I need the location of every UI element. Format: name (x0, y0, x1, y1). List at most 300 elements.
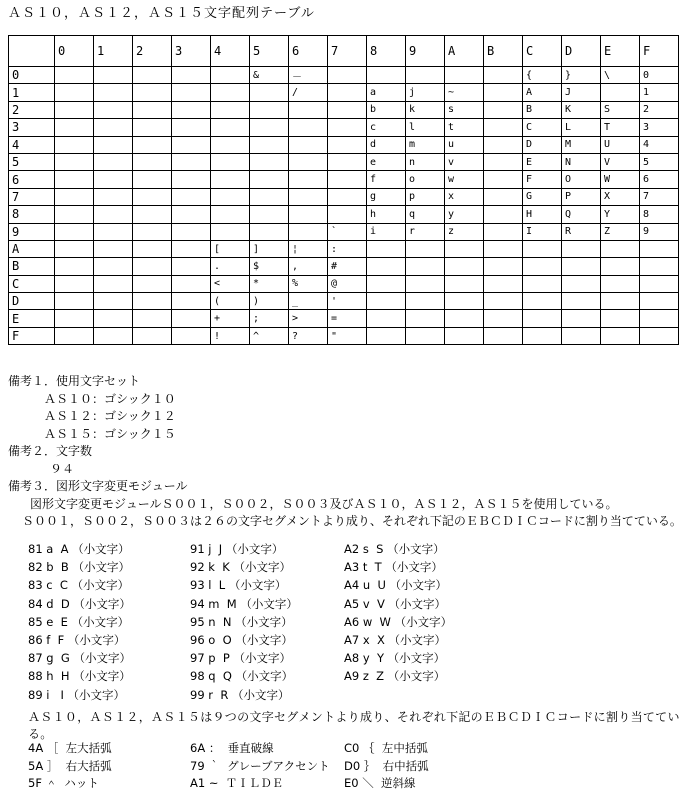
table-cell (523, 327, 562, 344)
table-cell (250, 136, 289, 153)
table-cell (133, 310, 172, 327)
table-cell (601, 327, 640, 344)
table-cell: s (445, 101, 484, 118)
table-cell: c (367, 119, 406, 136)
code-entry: 6A ： 垂直破線 (190, 741, 274, 755)
table-cell: U (601, 136, 640, 153)
table-cell: % (289, 275, 328, 292)
code-entry: 79 ｀ グレーブアクセント (190, 758, 330, 773)
table-row (9, 153, 679, 170)
table-cell (640, 327, 679, 344)
table-cell (94, 101, 133, 118)
table-cell (289, 136, 328, 153)
table-cell (55, 293, 94, 310)
row-header: 8 (9, 206, 55, 223)
table-cell: # (328, 258, 367, 275)
table-cell: m (406, 136, 445, 153)
column-header: C (523, 36, 562, 67)
notes (8, 373, 682, 531)
table-cell: ~ (445, 84, 484, 101)
table-cell (172, 258, 211, 275)
table-cell (289, 206, 328, 223)
code-entry: 5A ］ 右大括弧 (28, 758, 112, 773)
table-cell (133, 275, 172, 292)
table-cell (484, 171, 523, 188)
row-header: E (9, 310, 55, 327)
code-entry: 99 r R （小文字） (190, 687, 290, 702)
table-cell (601, 275, 640, 292)
table-cell (640, 293, 679, 310)
table-cell (211, 206, 250, 223)
table-cell (640, 310, 679, 327)
table-cell: X (601, 188, 640, 205)
table-cell (367, 67, 406, 84)
table-cell (55, 171, 94, 188)
table-cell: ) (250, 293, 289, 310)
table-cell: － (289, 67, 328, 84)
table-cell (289, 188, 328, 205)
table-cell (133, 327, 172, 344)
table-cell (640, 275, 679, 292)
table-cell (484, 101, 523, 118)
table-cell: q (406, 206, 445, 223)
table-cell: x (445, 188, 484, 205)
table-row (9, 188, 679, 205)
code-column (190, 740, 344, 793)
segment-code-list-1 (28, 540, 452, 704)
table-cell (172, 327, 211, 344)
table-cell (55, 67, 94, 84)
table-cell (523, 275, 562, 292)
table-cell: v (445, 153, 484, 170)
table-cell: \ (601, 67, 640, 84)
row-header: B (9, 258, 55, 275)
note-3: 備考３．図形文字変更モジュール (8, 479, 188, 493)
code-entry: C0 ｛ 左中括弧 (344, 741, 428, 755)
table-cell (250, 206, 289, 223)
table-cell: F (523, 171, 562, 188)
table-cell: 8 (640, 206, 679, 223)
code-entry: 82 b B （小文字） (28, 560, 130, 575)
table-cell (94, 310, 133, 327)
code-entry: 87 g G （小文字） (28, 651, 131, 666)
table-cell (133, 188, 172, 205)
table-cell: r (406, 223, 445, 240)
table-cell: B (523, 101, 562, 118)
row-header: 3 (9, 119, 55, 136)
table-cell: $ (250, 258, 289, 275)
table-cell: f (367, 171, 406, 188)
code-column (28, 540, 190, 704)
table-row (9, 275, 679, 292)
table-cell (94, 223, 133, 240)
table-cell (211, 188, 250, 205)
row-header: 5 (9, 153, 55, 170)
note-1: 備考１．使用文字セット (8, 374, 141, 388)
table-cell (94, 171, 133, 188)
table-cell (133, 101, 172, 118)
table-cell: 7 (640, 188, 679, 205)
table-cell (94, 293, 133, 310)
table-cell (484, 310, 523, 327)
table-cell: h (367, 206, 406, 223)
table-cell: ; (250, 310, 289, 327)
table-cell (133, 240, 172, 257)
table-cell: b (367, 101, 406, 118)
table-cell (601, 293, 640, 310)
column-header: 3 (172, 36, 211, 67)
table-cell (523, 240, 562, 257)
table-row (9, 119, 679, 136)
table-cell (211, 171, 250, 188)
character-table (8, 35, 679, 345)
table-cell (55, 153, 94, 170)
row-header: 2 (9, 101, 55, 118)
code-entry: A6 w W （小文字） (344, 614, 453, 629)
code-entry: 89 i I （小文字） (28, 687, 125, 702)
table-cell (172, 310, 211, 327)
table-cell: > (289, 310, 328, 327)
table-cell (211, 84, 250, 101)
column-header: A (445, 36, 484, 67)
code-entry: 83 c C （小文字） (28, 578, 130, 593)
row-header: 7 (9, 188, 55, 205)
paragraph-as-segments: ＡＳ１０，ＡＳ１２，ＡＳ１５は９つの文字セグメントより成り、それぞれ下記のＥＢＣＤＩＣコードに割り当てている。 (28, 710, 680, 741)
table-cell: Q (562, 206, 601, 223)
table-cell: w (445, 171, 484, 188)
table-cell (55, 119, 94, 136)
row-header: 9 (9, 223, 55, 240)
table-cell: ] (250, 240, 289, 257)
code-entry: 84 d D （小文字） (28, 596, 131, 611)
table-cell (367, 310, 406, 327)
column-header: 1 (94, 36, 133, 67)
table-cell (94, 240, 133, 257)
table-cell (367, 293, 406, 310)
table-cell (562, 327, 601, 344)
table-cell: n (406, 153, 445, 170)
table-cell (406, 327, 445, 344)
table-cell (484, 223, 523, 240)
table-cell: z (445, 223, 484, 240)
table-cell (172, 153, 211, 170)
table-cell (94, 188, 133, 205)
table-cell: / (289, 84, 328, 101)
table-cell: , (289, 258, 328, 275)
table-cell (55, 84, 94, 101)
table-cell (328, 171, 367, 188)
table-cell: y (445, 206, 484, 223)
table-cell: M (562, 136, 601, 153)
table-cell (406, 240, 445, 257)
table-cell: K (562, 101, 601, 118)
table-row (9, 310, 679, 327)
table-cell (289, 153, 328, 170)
table-cell: 0 (640, 67, 679, 84)
table-cell: [ (211, 240, 250, 257)
table-cell (601, 84, 640, 101)
table-cell: 5 (640, 153, 679, 170)
note-1-as10: ＡＳ１０：ゴシック１０ (44, 391, 176, 406)
table-cell (601, 240, 640, 257)
column-header: F (640, 36, 679, 67)
table-cell (133, 153, 172, 170)
table-cell (523, 293, 562, 310)
table-cell: ^ (250, 327, 289, 344)
table-cell (55, 206, 94, 223)
row-header: A (9, 240, 55, 257)
code-entry: 95 n N （小文字） (190, 614, 293, 629)
row-header: 6 (9, 171, 55, 188)
table-cell (484, 275, 523, 292)
code-entry: A2 s S （小文字） (344, 542, 445, 556)
segment-code-list-2 (28, 740, 429, 793)
table-cell (484, 119, 523, 136)
table-cell (133, 84, 172, 101)
table-cell (562, 240, 601, 257)
note-1-as15: ＡＳ１５：ゴシック１５ (44, 426, 176, 441)
column-header: 8 (367, 36, 406, 67)
table-cell (406, 310, 445, 327)
table-cell: } (562, 67, 601, 84)
table-cell (289, 223, 328, 240)
table-cell: E (523, 153, 562, 170)
table-cell: < (211, 275, 250, 292)
table-cell (55, 275, 94, 292)
table-cell (640, 258, 679, 275)
column-header: 5 (250, 36, 289, 67)
code-column (190, 540, 344, 704)
code-entry: A5 v V （小文字） (344, 596, 446, 611)
table-cell (289, 171, 328, 188)
table-cell (94, 84, 133, 101)
column-header: 0 (55, 36, 94, 67)
table-cell (328, 136, 367, 153)
table-cell (94, 206, 133, 223)
table-cell (250, 84, 289, 101)
table-cell: 9 (640, 223, 679, 240)
table-cell (250, 223, 289, 240)
table-cell (484, 293, 523, 310)
column-header: 4 (211, 36, 250, 67)
table-cell (406, 67, 445, 84)
code-entry: A7 x X （小文字） (344, 633, 446, 648)
code-entry: 81 a A （小文字） (28, 542, 130, 556)
table-cell: I (523, 223, 562, 240)
note-2: 備考２．文字数 (8, 444, 93, 458)
table-cell (445, 67, 484, 84)
table-cell: Z (601, 223, 640, 240)
table-row (9, 240, 679, 257)
row-header: 0 (9, 67, 55, 84)
table-cell (172, 206, 211, 223)
table-cell (94, 275, 133, 292)
table-cell (601, 310, 640, 327)
column-header: 2 (133, 36, 172, 67)
table-cell (55, 223, 94, 240)
table-cell (367, 275, 406, 292)
table-cell: e (367, 153, 406, 170)
table-cell: A (523, 84, 562, 101)
table-cell: D (523, 136, 562, 153)
table-cell: 2 (640, 101, 679, 118)
table-cell: ? (289, 327, 328, 344)
table-cell (133, 223, 172, 240)
row-header: C (9, 275, 55, 292)
row-header: F (9, 327, 55, 344)
code-entry: 98 q Q （小文字） (190, 669, 294, 684)
table-cell (289, 119, 328, 136)
code-entry: E0 ＼ 逆斜線 (344, 776, 416, 790)
table-cell: 3 (640, 119, 679, 136)
table-cell (55, 258, 94, 275)
note-3-line-2: Ｓ００１，Ｓ００２，Ｓ００３は２６の文字セグメントより成り、それぞれ下記のＥＢＣＤＩＣコードに割り当てている。 (22, 514, 682, 528)
table-cell (172, 101, 211, 118)
code-entry: 96 o O （小文字） (190, 633, 293, 648)
table-cell (367, 327, 406, 344)
table-cell (640, 240, 679, 257)
table-cell: ! (211, 327, 250, 344)
table-cell (94, 153, 133, 170)
table-cell (445, 258, 484, 275)
code-column (344, 540, 452, 704)
table-cell (406, 258, 445, 275)
table-cell (172, 171, 211, 188)
table-cell (211, 101, 250, 118)
table-cell: " (328, 327, 367, 344)
table-cell (172, 275, 211, 292)
table-cell (55, 327, 94, 344)
table-cell: J (562, 84, 601, 101)
table-cell (445, 310, 484, 327)
table-cell (328, 67, 367, 84)
table-cell (484, 240, 523, 257)
table-cell: = (328, 310, 367, 327)
table-cell: j (406, 84, 445, 101)
table-cell: l (406, 119, 445, 136)
table-cell (484, 153, 523, 170)
corner-cell (9, 36, 55, 67)
table-cell (562, 310, 601, 327)
note-2-count: ９４ (50, 461, 75, 476)
table-cell: 4 (640, 136, 679, 153)
table-cell (172, 223, 211, 240)
table-cell (328, 188, 367, 205)
table-cell (172, 84, 211, 101)
table-cell (328, 84, 367, 101)
table-cell: R (562, 223, 601, 240)
column-header: B (484, 36, 523, 67)
table-cell (523, 258, 562, 275)
table-cell (601, 258, 640, 275)
table-cell (172, 67, 211, 84)
table-cell: u (445, 136, 484, 153)
column-header: 9 (406, 36, 445, 67)
code-entry: A4 u U （小文字） (344, 578, 448, 593)
table-cell (445, 275, 484, 292)
table-cell (211, 136, 250, 153)
table-cell (94, 327, 133, 344)
table-cell (94, 258, 133, 275)
table-cell (406, 293, 445, 310)
table-cell (484, 67, 523, 84)
table-cell: 6 (640, 171, 679, 188)
table-row (9, 136, 679, 153)
table-cell: t (445, 119, 484, 136)
page-title: ＡＳ１０，ＡＳ１２，ＡＳ１５文字配列テーブル (8, 6, 315, 21)
table-cell (484, 188, 523, 205)
row-header: 1 (9, 84, 55, 101)
table-cell (250, 171, 289, 188)
table-row (9, 223, 679, 240)
table-cell: V (601, 153, 640, 170)
table-cell (133, 136, 172, 153)
table-cell (328, 153, 367, 170)
table-cell: g (367, 188, 406, 205)
table-cell (55, 310, 94, 327)
table-cell: C (523, 119, 562, 136)
row-header: D (9, 293, 55, 310)
code-entry: 85 e E （小文字） (28, 614, 130, 629)
table-cell (211, 119, 250, 136)
table-cell (133, 119, 172, 136)
column-header: 6 (289, 36, 328, 67)
table-cell: a (367, 84, 406, 101)
table-cell (250, 188, 289, 205)
table-cell (172, 188, 211, 205)
table-cell: ¦ (289, 240, 328, 257)
code-entry: 93 l L （小文字） (190, 578, 287, 593)
table-cell: L (562, 119, 601, 136)
table-row (9, 206, 679, 223)
table-cell (250, 101, 289, 118)
table-cell (523, 310, 562, 327)
table-cell (445, 293, 484, 310)
code-entry: 94 m M （小文字） (190, 596, 298, 611)
table-cell: i (367, 223, 406, 240)
code-column (344, 740, 429, 793)
code-entry: 5F ＾ ハット (28, 776, 99, 790)
table-cell: & (250, 67, 289, 84)
code-entry: 92 k K （小文字） (190, 560, 291, 575)
column-header: D (562, 36, 601, 67)
table-row (9, 101, 679, 118)
table-cell (133, 206, 172, 223)
table-cell (328, 101, 367, 118)
table-cell (133, 67, 172, 84)
table-cell (172, 119, 211, 136)
code-entry: D0 ｝ 右中括弧 (344, 758, 429, 773)
table-cell: d (367, 136, 406, 153)
table-cell (133, 258, 172, 275)
table-cell (484, 136, 523, 153)
table-cell: o (406, 171, 445, 188)
table-row (9, 84, 679, 101)
table-cell (289, 101, 328, 118)
table-cell (172, 293, 211, 310)
code-entry: A1 ~ ＴＩＬＤＥ (190, 776, 284, 790)
code-entry: A3 t T （小文字） (344, 560, 443, 575)
table-cell (250, 119, 289, 136)
table-cell (55, 136, 94, 153)
table-cell: * (250, 275, 289, 292)
table-cell: Y (601, 206, 640, 223)
table-cell (328, 206, 367, 223)
table-cell: 1 (640, 84, 679, 101)
table-cell (211, 223, 250, 240)
table-cell (562, 258, 601, 275)
table-cell (406, 275, 445, 292)
